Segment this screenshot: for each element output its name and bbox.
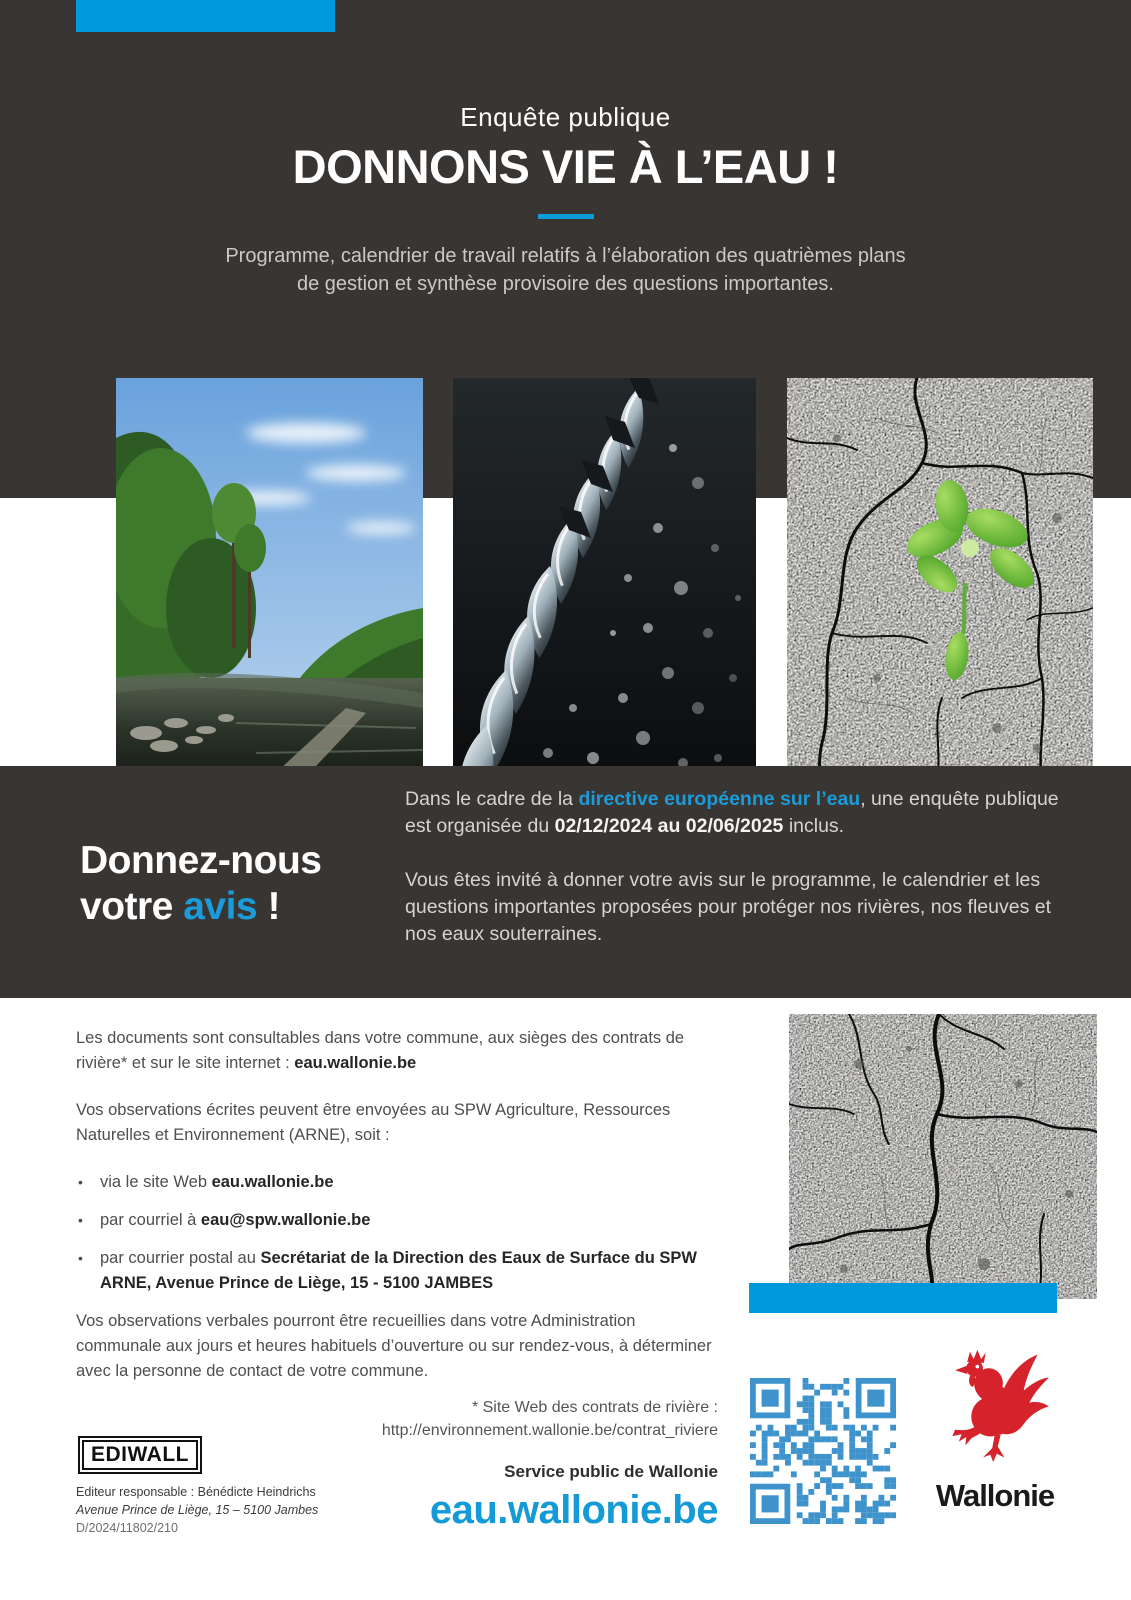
kicker-text: Enquête publique <box>460 102 671 132</box>
cta-heading: Donnez-nous votre avis ! <box>80 839 322 928</box>
editor-address: Avenue Prince de Liège, 15 – 5100 Jambes <box>76 1503 319 1517</box>
contrat-riviere-link[interactable]: http://environnement.wallonie.be/contrat_riviere <box>381 1422 718 1439</box>
web-link[interactable]: eau.wallonie.be <box>211 1173 334 1191</box>
footer-links <box>298 1396 718 1533</box>
dates: 02/12/2024 au 02/06/2025 <box>554 815 784 837</box>
wallonie-wordmark: Wallonie <box>935 1478 1055 1513</box>
footnote: * Site Web des contrats de rivière : http://environnement.wallonie.be/contrat_riviere <box>381 1399 718 1439</box>
enquete-paragraph: Dans le cadre de la directive européenne sur l’eau, une enquête publique est organisée du 02/12/2024 au 02/06/2025 inclus. <box>405 788 1059 837</box>
verbal-observations-paragraph: Vos observations verbales pourront être recueillies dans votre Administration communale aux jours et heures habituels d’ouverture ou sur rendez-vous, à déterminer avec la personne de contact de votre commune. <box>76 1312 712 1380</box>
spw-label: Service public de Wallonie <box>504 1462 718 1481</box>
legal-deposit-number: D/2024/11802/210 <box>76 1521 178 1535</box>
postal-address: Secrétariat de la Direction des Eaux de Surface du SPW ARNE, Avenue Prince de Liège, 15 - 5100 JAMBES <box>100 1249 697 1292</box>
editor-name: Editeur responsable : Bénédicte Heindrichs <box>76 1485 316 1499</box>
wallonie-logo <box>922 1348 1068 1538</box>
email-link[interactable]: eau@spw.wallonie.be <box>200 1211 371 1229</box>
body-text <box>76 1026 718 1406</box>
eau-wallonie-link[interactable]: eau.wallonie.be <box>429 1488 718 1532</box>
qr-code[interactable] <box>750 1378 896 1524</box>
list-item-postal: • par courrier postal au Secrétariat de la Direction des Eaux de Surface du SPW ARNE, Avenue Prince de Liège, 15 - 5100 JAMBES <box>76 1246 718 1296</box>
photo-river <box>116 378 423 782</box>
list-item-email: • par courriel à eau@spw.wallonie.be <box>76 1208 718 1233</box>
subtitle: Programme, calendrier de travail relatifs à l’élaboration des quatrièmes plans de gestion et synthèse provisoire des questions importantes. <box>225 245 906 295</box>
title-divider <box>538 214 594 219</box>
bullet-icon: • <box>78 1250 83 1266</box>
invitation-paragraph: Vous êtes invité à donner votre avis sur le programme, le calendrier et les questions importantes proposées pour protéger nos rivières, nos fleuves et nos eaux souterraines. <box>405 869 1052 945</box>
bullet-icon: • <box>78 1174 83 1190</box>
site-link[interactable]: eau.wallonie.be <box>294 1054 417 1072</box>
cta-paragraphs <box>405 786 1060 975</box>
documents-paragraph: Les documents sont consultables dans votre commune, aux sièges des contrats de rivière* et sur le site internet : eau.wallonie.be <box>76 1029 685 1072</box>
photo-cracked-soil-seedling <box>787 378 1093 782</box>
rooster-icon <box>939 1348 1051 1476</box>
directive-link[interactable]: directive européenne sur l’eau <box>578 788 861 810</box>
list-item-web: • via le site Web eau.wallonie.be <box>76 1170 718 1195</box>
header-accent-rectangle <box>76 0 335 32</box>
contact-options-list <box>76 1170 718 1296</box>
cta-highlight: avis <box>183 885 258 928</box>
photo-accent-bar <box>749 1283 1057 1313</box>
photo-cracked-soil <box>789 1014 1097 1299</box>
ediwall-logo: EDIWALL <box>78 1436 202 1474</box>
bullet-icon: • <box>78 1212 83 1228</box>
observations-paragraph: Vos observations écrites peuvent être envoyées au SPW Agriculture, Ressources Naturelles et Environnement (ARNE), soit : <box>76 1101 671 1144</box>
photo-weir <box>453 378 756 782</box>
page-title: DONNONS VIE À L’EAU ! <box>292 140 839 193</box>
